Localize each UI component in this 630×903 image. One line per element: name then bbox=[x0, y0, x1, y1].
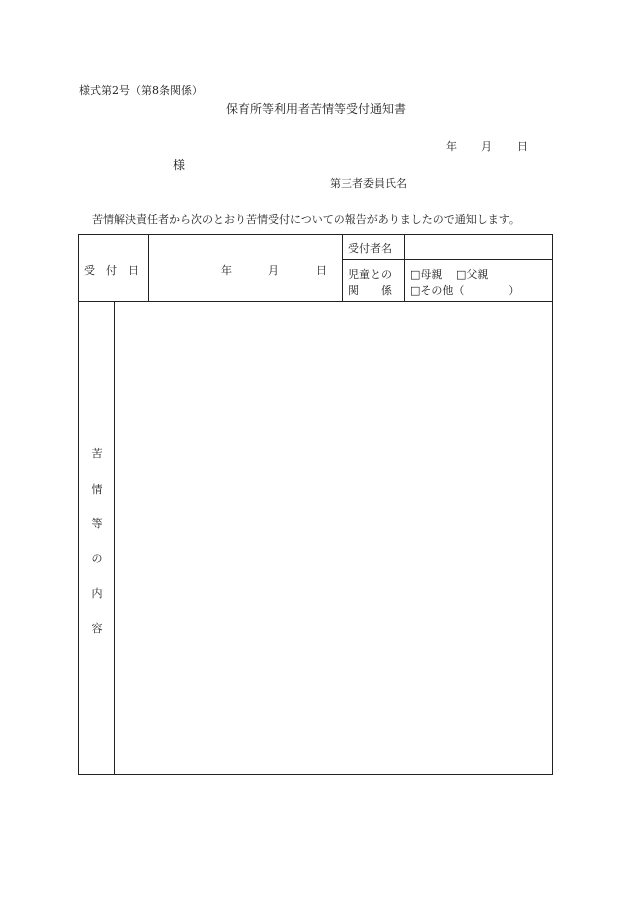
addressee-suffix: 様 bbox=[173, 158, 186, 172]
document-title: 保育所等利用者苦情等受付通知書 bbox=[226, 102, 407, 116]
receiver-name-field[interactable] bbox=[405, 235, 551, 258]
content-label-char-4: の bbox=[91, 552, 103, 565]
committee-member-name: 第三者委員氏名 bbox=[330, 177, 407, 190]
received-date-month: 月 bbox=[268, 264, 279, 277]
relation-label-line1: 児童との bbox=[348, 268, 392, 281]
content-label-char-3: 等 bbox=[91, 517, 103, 530]
content-label-char-5: 内 bbox=[91, 587, 103, 600]
issue-date-month: 月 bbox=[481, 140, 492, 153]
received-date-year: 年 bbox=[221, 264, 232, 277]
receiver-name-label: 受付者名 bbox=[348, 242, 392, 255]
table-col-divider-1 bbox=[148, 234, 149, 302]
received-date-label: 受 付 日 bbox=[84, 264, 139, 277]
complaint-content-field[interactable] bbox=[116, 303, 551, 773]
content-label-char-1: 苦 bbox=[91, 447, 103, 460]
issue-date-year: 年 bbox=[446, 140, 457, 153]
intro-text: 苦情解決責任者から次のとおり苦情受付についての報告がありましたので通知します。 bbox=[92, 213, 520, 226]
issue-date-day: 日 bbox=[517, 140, 528, 153]
relation-label-line2: 関 係 bbox=[348, 284, 392, 297]
option-other-checkbox[interactable]: □その他（ ） bbox=[410, 284, 520, 297]
table-row-divider bbox=[78, 301, 553, 302]
form-number: 様式第2号（第8条関係） bbox=[79, 84, 203, 97]
table-col-divider-2 bbox=[342, 234, 343, 302]
content-label-char-2: 情 bbox=[91, 483, 103, 496]
table-subrow-divider bbox=[342, 259, 553, 260]
content-label-char-6: 容 bbox=[91, 622, 103, 635]
content-label-divider bbox=[114, 301, 115, 775]
option-mother-checkbox[interactable]: □母親 bbox=[410, 268, 443, 281]
option-father-checkbox[interactable]: □父親 bbox=[456, 268, 489, 281]
issue-date bbox=[446, 138, 528, 154]
received-date-day: 日 bbox=[316, 264, 327, 277]
